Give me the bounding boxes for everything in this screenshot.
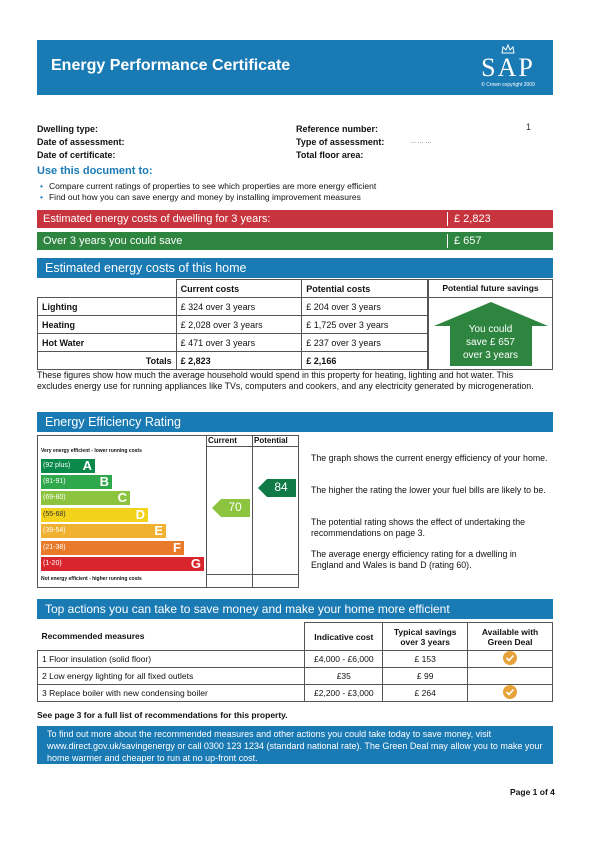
costs-row-potential: £ 1,725 over 3 years <box>302 316 428 334</box>
actions-section-heading: Top actions you can take to save money and make your home more efficient <box>37 599 553 619</box>
action-cost: £2,200 - £3,000 <box>305 685 383 702</box>
dwelling-type-label: Dwelling type: <box>37 124 99 134</box>
eer-band-letter: E <box>154 523 163 538</box>
use-doc-bullet-2: • Find out how you can save energy and money by installing improvement measures <box>40 192 361 202</box>
sap-logo <box>473 44 543 92</box>
estimated-cost-label: Estimated energy costs of dwelling for 3 years: <box>43 213 271 225</box>
eer-band-range: (1-20) <box>43 560 62 567</box>
table-row <box>38 651 553 668</box>
savings-value: £ 657 <box>447 234 552 248</box>
action-measure: 1 Floor insulation (solid floor) <box>38 651 305 668</box>
date-of-assessment-label: Date of assessment: <box>37 137 125 147</box>
costs-totals-current: £ 2,823 <box>176 352 302 370</box>
future-savings-heading: Potential future savings <box>429 280 552 298</box>
green-deal-check-icon <box>503 651 517 665</box>
costs-header-blank <box>38 280 177 298</box>
costs-row-label: Lighting <box>38 298 177 316</box>
eer-potential-value: 84 <box>274 480 288 494</box>
type-of-assessment-label: Type of assessment: <box>296 137 385 147</box>
costs-totals-potential: £ 2,166 <box>302 352 428 370</box>
costs-section-heading: Estimated energy costs of this home <box>37 258 553 278</box>
eer-band-range: (55-68) <box>43 511 66 518</box>
action-saving: £ 264 <box>383 685 468 702</box>
savings-bar <box>37 232 553 250</box>
date-of-certificate-label: Date of certificate: <box>37 150 116 160</box>
type-of-assessment-value: ... ... ... <box>410 138 432 145</box>
table-row <box>38 334 428 352</box>
eer-band-letter: A <box>82 458 92 473</box>
eer-band-letter: F <box>173 540 181 555</box>
green-deal-check-icon <box>503 685 517 699</box>
action-cost: £4,000 - £6,000 <box>305 651 383 668</box>
savings-label: Over 3 years you could save <box>43 235 183 247</box>
eer-band-a <box>41 459 95 473</box>
eer-band-range: (81-91) <box>43 478 66 485</box>
action-cost: £35 <box>305 668 383 685</box>
crown-icon <box>501 44 515 54</box>
costs-header-potential: Potential costs <box>302 280 428 298</box>
see-page-note: See page 3 for a full list of recommendations for this property. <box>37 710 288 720</box>
eer-band-b <box>41 475 112 489</box>
costs-note: These figures show how much the average household would spend in this property for heating, lighting and hot water. This excludes energy use for running appliances like TVs, computers and cookers, and any electricity generated by microgeneration. <box>37 370 534 391</box>
eer-chart <box>37 435 299 588</box>
actions-header-green-deal: Available with Green Deal <box>468 623 553 651</box>
eer-text-3: The potential rating shows the effect of undertaking the recommendations on page 3. <box>311 517 526 538</box>
eer-band-range: (69-80) <box>43 494 66 501</box>
costs-row-label: Hot Water <box>38 334 177 352</box>
action-measure: 3 Replace boiler with new condensing boiler <box>38 685 305 702</box>
eer-text-2: The higher the rating the lower your fuel bills are likely to be. <box>311 485 546 495</box>
use-doc-heading: Use this document to: <box>37 165 153 177</box>
future-savings-panel <box>428 279 553 370</box>
action-measure: 2 Low energy lighting for all fixed outlets <box>38 668 305 685</box>
actions-header-measures: Recommended measures <box>38 623 305 651</box>
savings-arrow-line-3: over 3 years <box>462 350 519 361</box>
eer-divider <box>252 436 253 587</box>
total-floor-area-label: Total floor area: <box>296 150 364 160</box>
actions-header-savings: Typical savings over 3 years <box>383 623 468 651</box>
eer-band-letter: B <box>99 474 109 489</box>
eer-divider <box>206 436 207 587</box>
actions-table <box>37 622 553 702</box>
footer-info-box: To find out more about the recommended measures and other actions you could take today to save money, visit www.direct.gov.uk/savingenergy or call 0300 123 1234 (standard national rate). The Green Deal may allow you to make your home warmer and cheaper to run at no up-front cost. <box>37 726 553 764</box>
eer-divider <box>206 574 299 575</box>
eer-band-letter: G <box>190 556 201 571</box>
eer-top-note: Very energy efficient - lower running costs <box>41 448 142 454</box>
eer-band-letter: C <box>117 490 127 505</box>
estimated-cost-bar <box>37 210 553 228</box>
savings-arrow-line-1: You could <box>468 324 513 335</box>
actions-header-cost: Indicative cost <box>305 623 383 651</box>
page-number: Page 1 of 4 <box>510 787 555 797</box>
table-row <box>38 352 428 370</box>
table-row <box>38 668 553 685</box>
costs-row-potential: £ 237 over 3 years <box>302 334 428 352</box>
eer-band-f <box>41 541 184 555</box>
eer-current-value: 70 <box>228 500 242 514</box>
eer-band-range: (39-54) <box>43 527 66 534</box>
reference-number-label: Reference number: <box>296 124 379 134</box>
eer-band-d <box>41 508 148 522</box>
eer-band-range: (21-38) <box>43 544 66 551</box>
estimated-cost-value: £ 2,823 <box>447 212 552 226</box>
table-row <box>38 685 553 702</box>
green-deal-cell <box>468 668 553 685</box>
header-banner <box>37 40 553 95</box>
reference-number-value: 1 <box>526 122 532 132</box>
eer-current-header: Current <box>208 436 237 445</box>
table-row <box>38 298 428 316</box>
eer-band-range: (92 plus) <box>43 462 71 469</box>
eer-bottom-note: Not energy efficient - higher running costs <box>41 576 142 582</box>
savings-arrow-line-2: save £ 657 <box>466 337 515 348</box>
costs-totals-label: Totals <box>38 352 177 370</box>
use-doc-bullet-1: • Compare current ratings of properties to see which properties are more energy efficient <box>40 181 376 191</box>
costs-table <box>37 279 428 370</box>
eer-band-letter: D <box>135 507 145 522</box>
sap-logo-text: SAP <box>481 53 535 82</box>
green-deal-cell <box>468 685 553 702</box>
action-saving: £ 99 <box>383 668 468 685</box>
eer-text-4: The average energy efficiency rating for a dwelling in England and Wales is band D (rating 60). <box>311 549 517 570</box>
crown-copyright: © Crown copyright 2009 <box>481 82 535 88</box>
costs-header-current: Current costs <box>176 280 302 298</box>
costs-row-current: £ 324 over 3 years <box>176 298 302 316</box>
eer-band-e <box>41 524 166 538</box>
costs-row-label: Heating <box>38 316 177 334</box>
eer-band-c <box>41 491 130 505</box>
green-deal-cell <box>468 651 553 668</box>
costs-row-current: £ 471 over 3 years <box>176 334 302 352</box>
table-row <box>38 316 428 334</box>
costs-row-current: £ 2,028 over 3 years <box>176 316 302 334</box>
eer-text-1: The graph shows the current energy efficiency of your home. <box>311 453 548 463</box>
eer-section-heading: Energy Efficiency Rating <box>37 412 553 432</box>
savings-arrow-text <box>429 323 552 362</box>
action-saving: £ 153 <box>383 651 468 668</box>
costs-row-potential: £ 204 over 3 years <box>302 298 428 316</box>
page-title: Energy Performance Certificate <box>51 57 291 74</box>
eer-potential-header: Potential <box>254 436 288 445</box>
eer-band-g <box>41 557 204 571</box>
eer-divider <box>206 446 299 447</box>
